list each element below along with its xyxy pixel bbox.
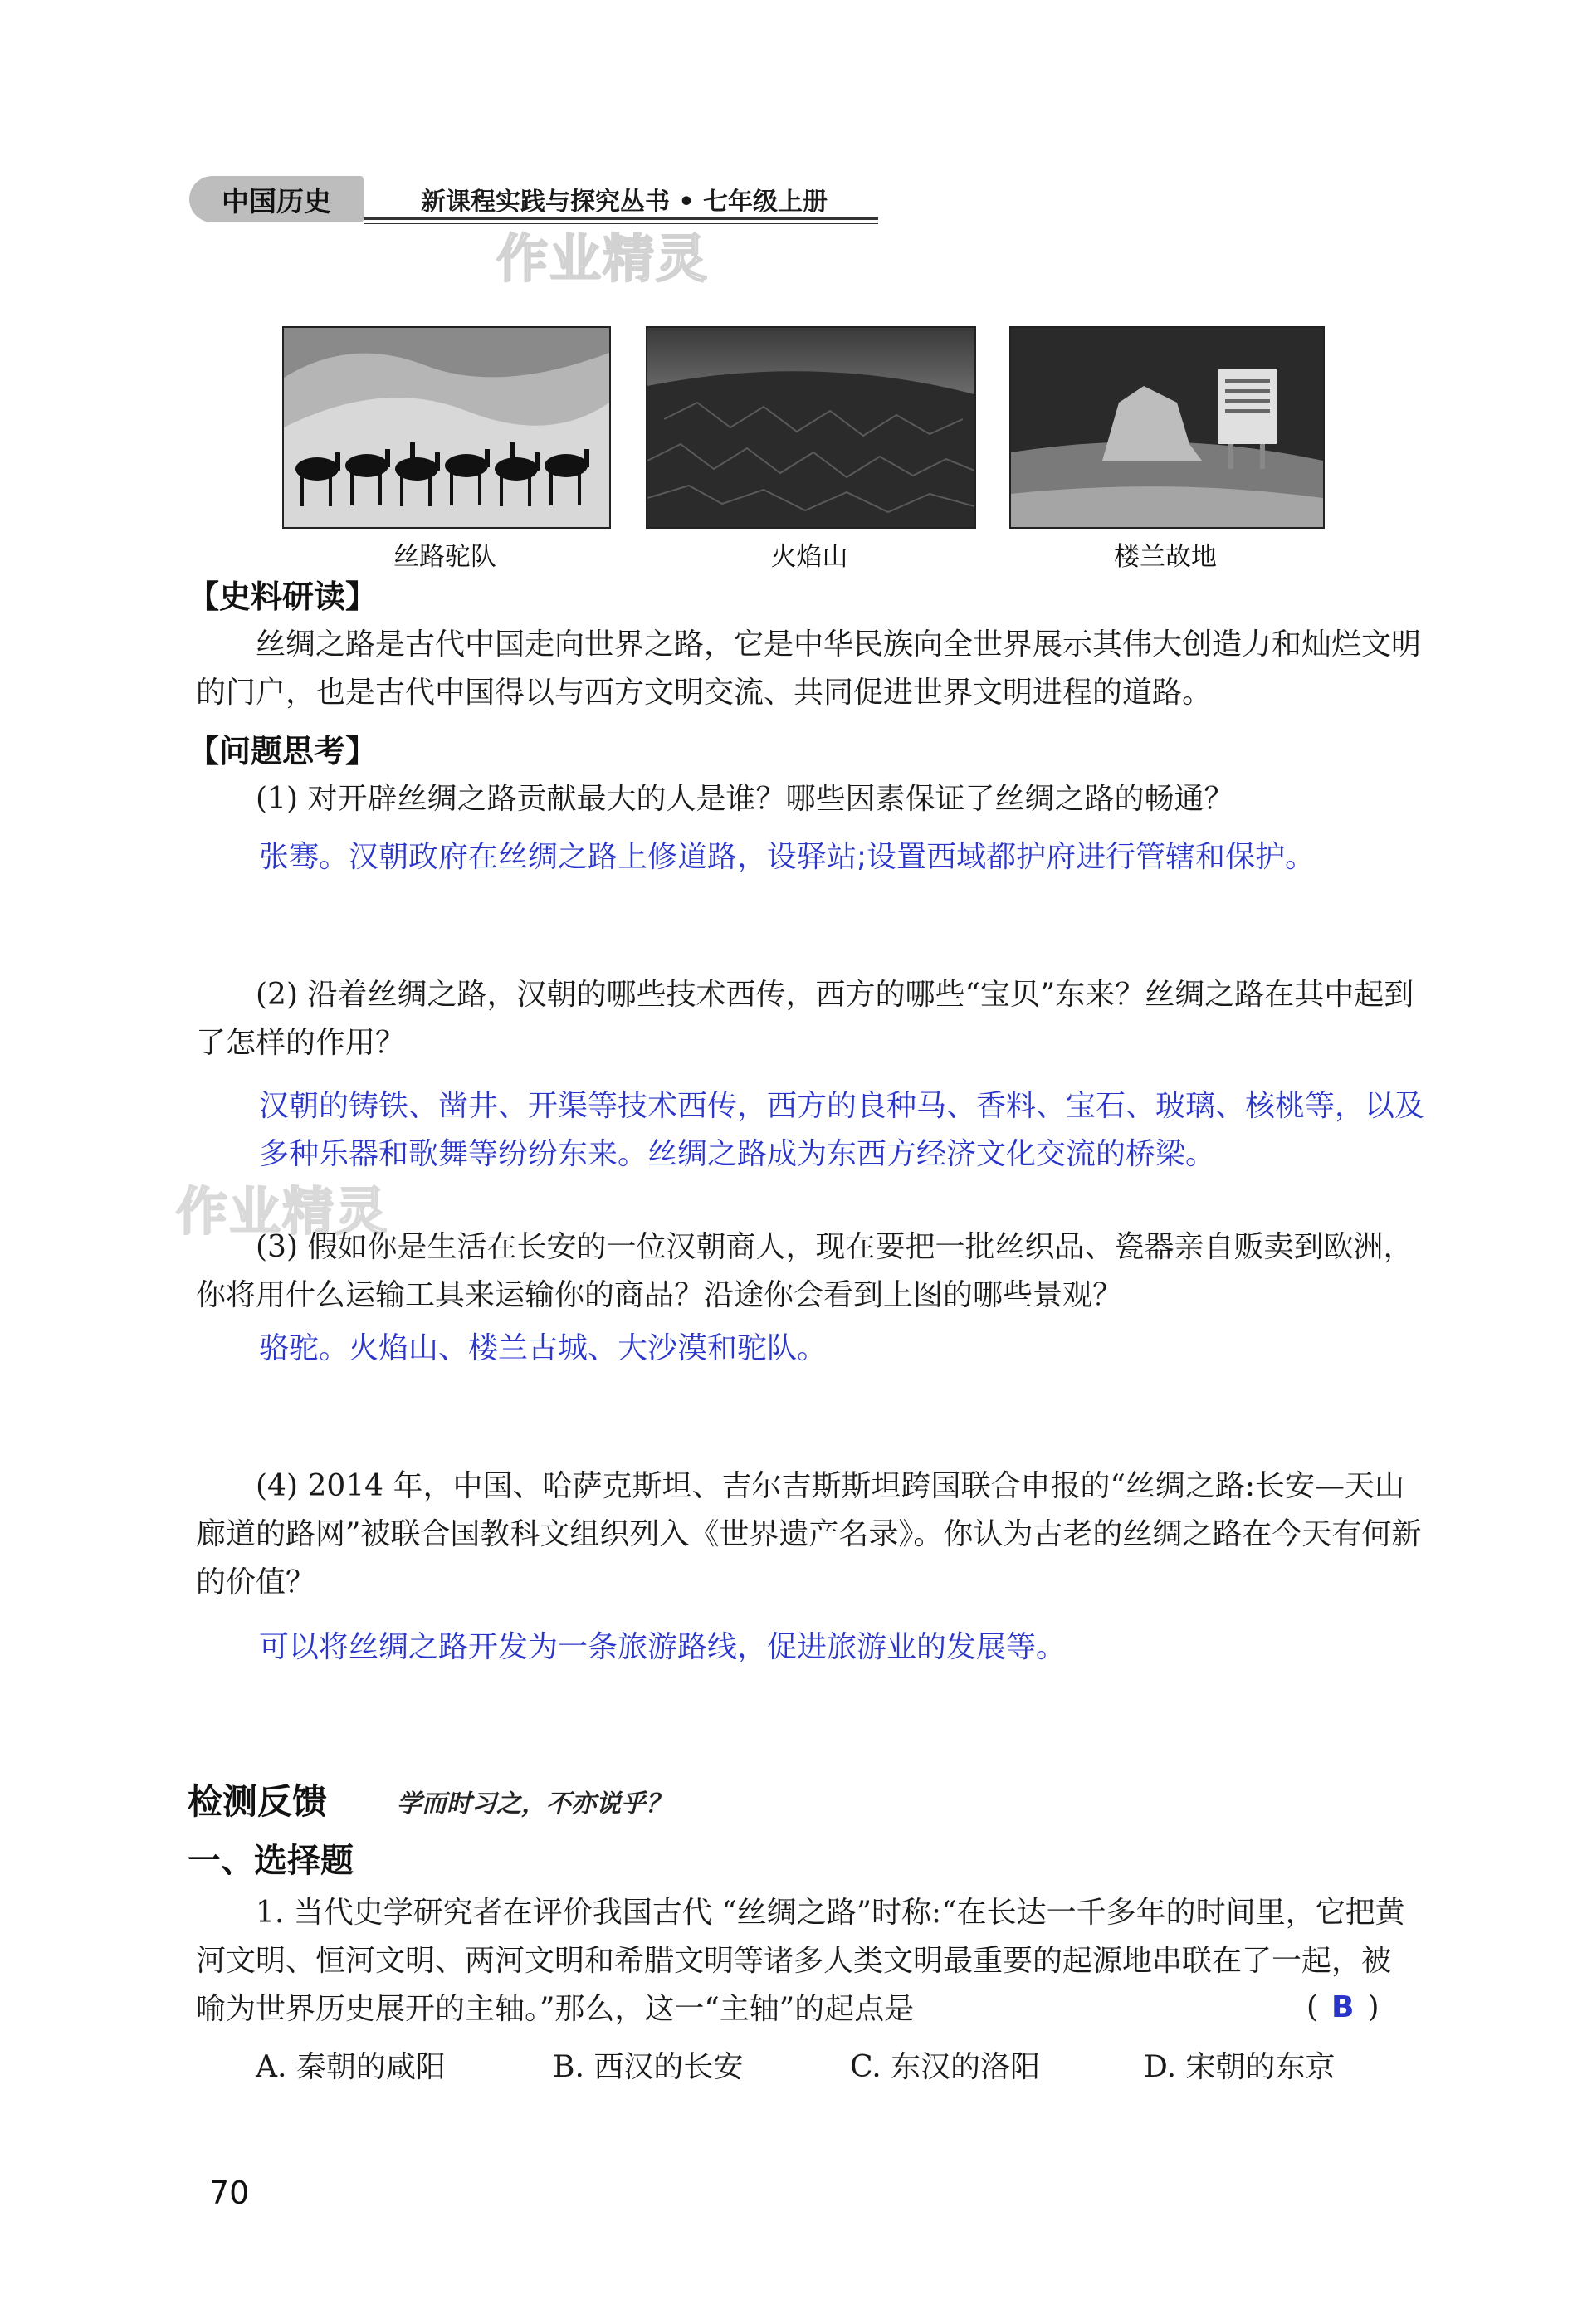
section-multiple-choice: 一、选择题 (188, 1842, 354, 1880)
section-thinking: 【问题思考】 (188, 733, 378, 769)
feedback-motto: 学而时习之，不亦说乎？ (397, 1789, 671, 1819)
caption-camel-caravan: 丝路驼队 (393, 542, 496, 572)
answer-3: 骆驼。火焰山、楼兰古城、大沙漠和驼队。 (259, 1331, 828, 1365)
photo-loulan-ruins (1009, 326, 1325, 529)
subject-tab: 中国历史 (189, 176, 364, 222)
option-d: D. 宋朝的东京 (1144, 2050, 1336, 2084)
answer-2: 汉朝的铸铁、凿井、开渠等技术西传，西方的良种马、香料、宝石、玻璃、核桃等，以及多种乐器和歌舞等纷纷东来。丝绸之路成为东西方经济文化交流的桥梁。 (259, 1089, 1425, 1171)
page-number: 70 (209, 2175, 250, 2211)
question-3: (3) 假如你是生活在长安的一位汉朝商人，现在要把一批丝织品、瓷器亲自贩卖到欧洲，你将用什么运输工具来运输你的商品？沿途你会看到上图的哪些景观？ (196, 1230, 1414, 1312)
section-source-reading: 【史料研读】 (188, 579, 378, 615)
photo-flaming-mountain (646, 326, 976, 529)
option-a: A. 秦朝的咸阳 (256, 2050, 446, 2084)
mc-question-1: 1. 当代史学研究者在评价我国古代 “丝绸之路”时称:“在长达一千多年的时间里，它把黄河文明、恒河文明、两河文明和希腊文明等诸多人类文明最重要的起源地串联在了一起，被喻为世界历史展开的主轴。”那么，这一“主轴”的起点是 (196, 1896, 1405, 2026)
question-1: (1) 对开辟丝绸之路贡献最大的人是谁？哪些因素保证了丝绸之路的畅通？ (256, 782, 1234, 816)
question-4: (4) 2014 年，中国、哈萨克斯坦、吉尔吉斯斯坦跨国联合申报的“丝绸之路:长安—天山廊道的路网”被联合国教科文组织列入《世界遗产名录》。你认为古老的丝绸之路在今天有何新的价值？ (196, 1469, 1422, 1599)
answer-bracket (1306, 1990, 1380, 2024)
watermark-2: 作业精灵 (176, 1181, 389, 1242)
watermark: 作业精灵 (496, 228, 710, 289)
feedback-title: 检测反馈 (188, 1781, 328, 1822)
question-2: (2) 沿着丝绸之路，汉朝的哪些技术西传，西方的哪些“宝贝”东来？丝绸之路在其中起到了怎样的作用？ (196, 978, 1414, 1060)
answer-4: 可以将丝绸之路开发为一条旅游路线，促进旅游业的发展等。 (259, 1630, 1067, 1664)
option-b: B. 西汉的长安 (553, 2050, 744, 2084)
answer-1: 张骞。汉朝政府在丝绸之路上修道路，设驿站;设置西域都护府进行管辖和保护。 (259, 840, 1316, 874)
series-title: 新课程实践与探究丛书 • 七年级上册 (420, 188, 828, 217)
paren-close: ) (1367, 1990, 1380, 2024)
source-reading-text: 丝绸之路是古代中国走向世界之路，它是中华民族向全世界展示其伟大创造力和灿烂文明的门户，也是古代中国得以与西方文明交流、共同促进世界文明进程的道路。 (196, 627, 1422, 710)
photo-camel-caravan (282, 326, 611, 529)
mc-answer-1: B (1331, 1990, 1355, 2024)
paren-open: ( (1306, 1990, 1319, 2024)
caption-loulan-ruins: 楼兰故地 (1114, 542, 1217, 572)
caption-flaming-mountain: 火焰山 (770, 542, 848, 572)
option-c: C. 东汉的洛阳 (850, 2050, 1041, 2084)
